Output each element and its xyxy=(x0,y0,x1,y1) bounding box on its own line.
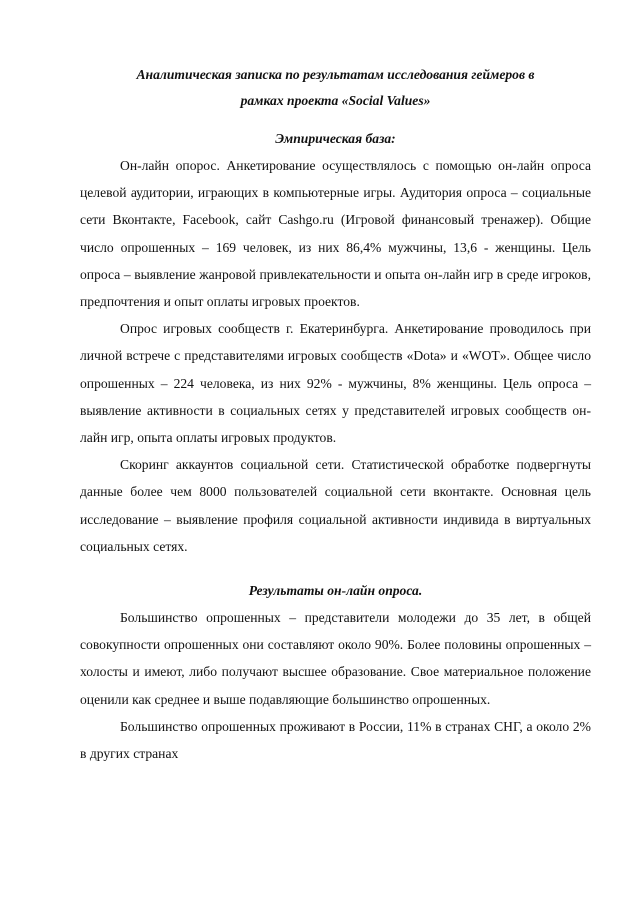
paragraph-respondent-geography: Большинство опрошенных проживают в России, 11% в странах СНГ, а около 2% в других странах xyxy=(80,718,591,762)
paragraph-gaming-communities-survey: Опрос игровых сообществ г. Екатеринбурга. Анкетирование проводилось при личной встрече с представителями игровых сообществ «Dota» и «WOT». Общее число опрошенных – 224 человека, из них 92% - мужчины, 8% женщины. Цель опроса – выявление активности в социальных сетях у представителей игровых сообществ он-лайн игр, опыта оплаты игровых продуктов. xyxy=(80,321,591,446)
paragraph-account-scoring: Скоринг аккаунтов социальной сети. Статистической обработке подвергнуты данные более чем 8000 пользователей социальной сети вконтакте. Основная цель исследование – выявление профиля социальной активности индивида в виртуальных социальных сетях. xyxy=(80,457,591,554)
document-title xyxy=(80,62,591,114)
section-heading-online-results: Результаты он-лайн опроса. xyxy=(248,583,423,599)
paragraph-online-survey: Он-лайн опорос. Анкетирование осуществлялось с помощью он-лайн опроса целевой аудитории, играющих в компьютерные игры. Аудитория опроса – социальные сети Вконтакте, Facebook, сайт Cashgo.ru (Игровой финансовый тренажер). Общие число опрошенных – 169 человек, из них 86,4% мужчины, 13,6 - женщины. Цель опроса – выявление жанровой привлекательности и опыта он-лайн игр в среде игроков, предпочтения и опыт оплаты игровых проектов. xyxy=(80,158,591,310)
section-heading-empirical-base: Эмпирическая база: xyxy=(275,131,396,146)
title-line-1: Аналитическая записка по результатам исследования геймеров в xyxy=(136,67,535,82)
paragraph-respondent-profile: Большинство опрошенных – представители молодежи до 35 лет, в общей совокупности опрошенных они составляют около 90%. Более половины опрошенных – холосты и имеют, либо получают высшее образование. Свое материальное положение оценили как среднее и выше подавляющие большинство опрошенных. xyxy=(80,610,591,707)
title-line-2: рамках проекта «Social Values» xyxy=(240,93,431,108)
